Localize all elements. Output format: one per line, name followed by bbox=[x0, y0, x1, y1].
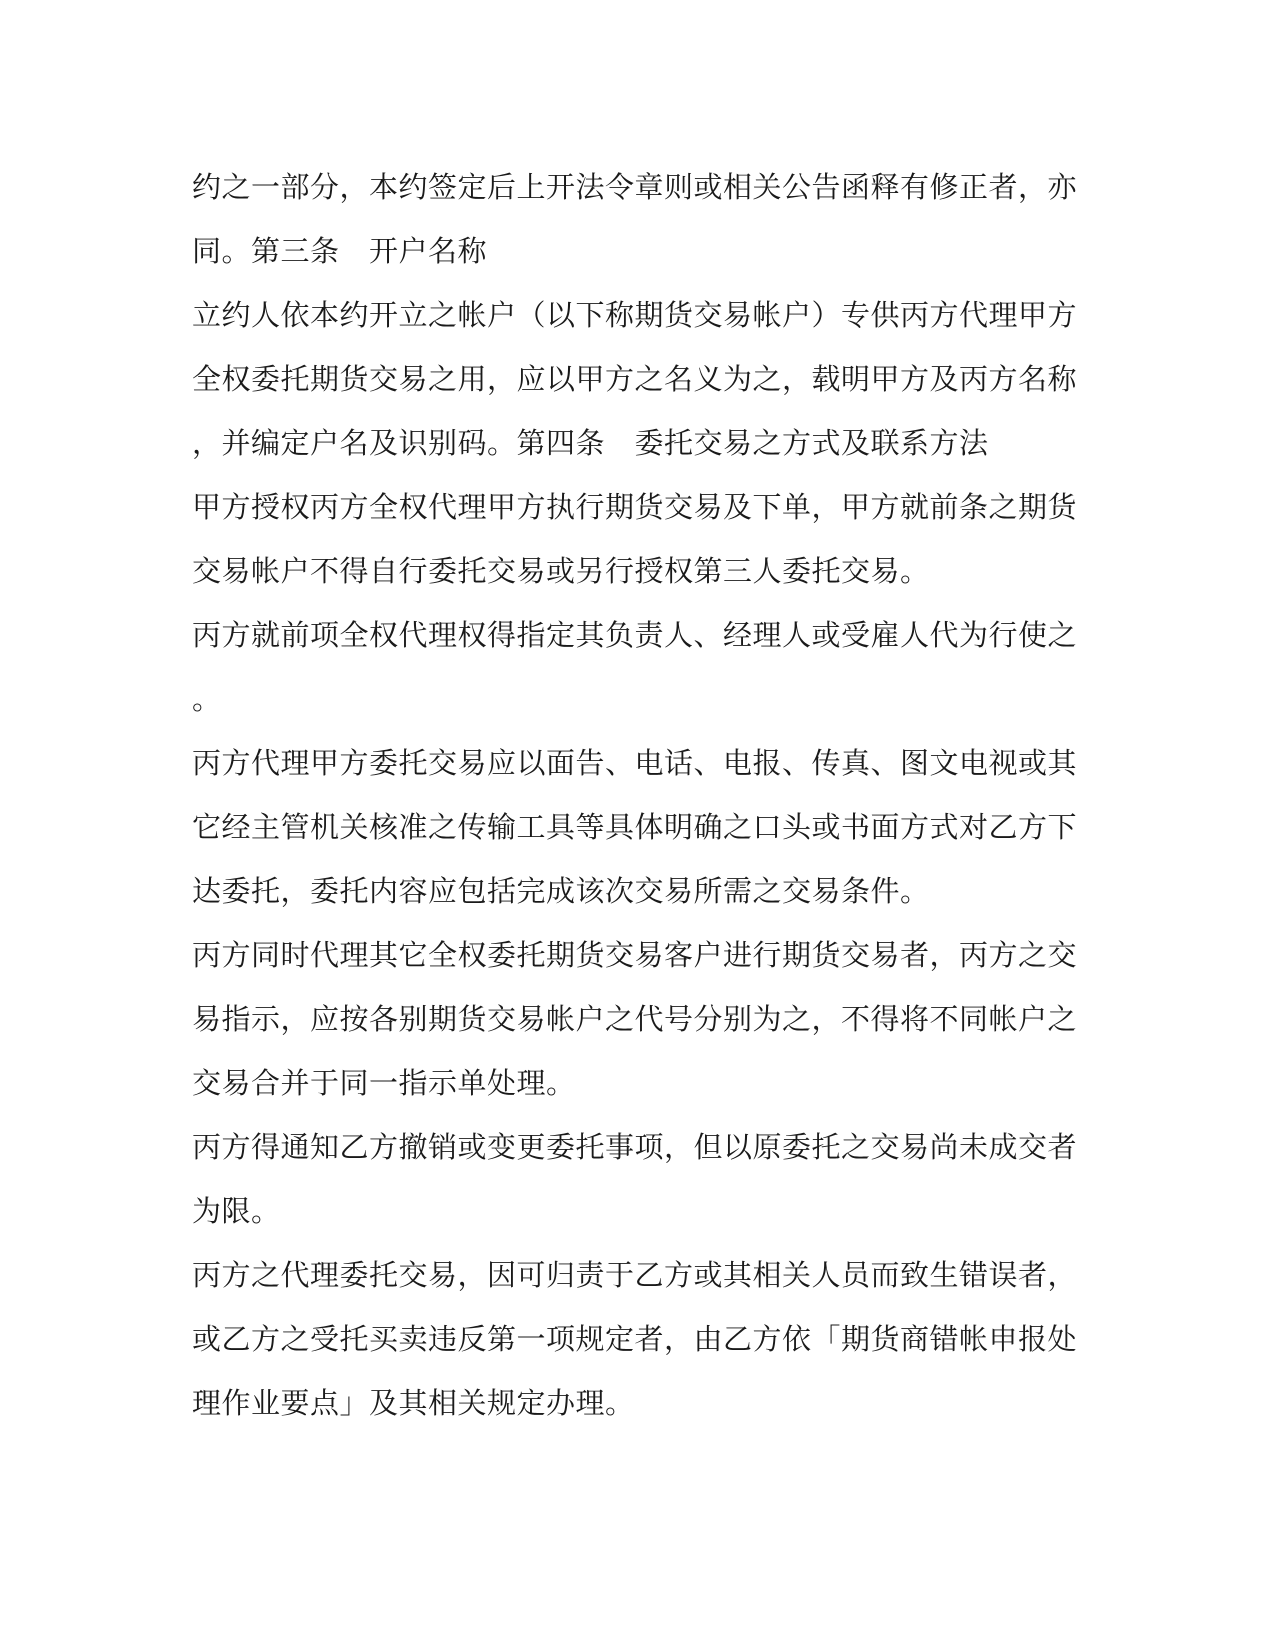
text-line: 立约人依本约开立之帐户（以下称期货交易帐户）专供丙方代理甲方 bbox=[192, 298, 1078, 332]
text-line: 丙方得通知乙方撤销或变更委托事项，但以原委托之交易尚未成交者 bbox=[192, 1130, 1078, 1164]
text-line: ，并编定户名及识别码。第四条 委托交易之方式及联系方法 bbox=[192, 426, 989, 460]
text-line: 达委托，委托内容应包括完成该次交易所需之交易条件。 bbox=[192, 874, 930, 908]
text-line: 或乙方之受托买卖违反第一项规定者，由乙方依「期货商错帐申报处 bbox=[192, 1322, 1078, 1356]
text-line: 丙方代理甲方委托交易应以面告、电话、电报、传真、图文电视或其 bbox=[192, 746, 1078, 780]
text-line: 丙方就前项全权代理权得指定其负责人、经理人或受雇人代为行使之 bbox=[192, 618, 1078, 652]
text-line: 约之一部分，本约签定后上开法令章则或相关公告函释有修正者，亦 bbox=[192, 170, 1078, 204]
text-line: 易指示，应按各别期货交易帐户之代号分别为之，不得将不同帐户之 bbox=[192, 1002, 1078, 1036]
text-line: 全权委托期货交易之用，应以甲方之名义为之，载明甲方及丙方名称 bbox=[192, 362, 1078, 396]
text-line: 交易合并于同一指示单处理。 bbox=[192, 1066, 576, 1100]
text-line: 交易帐户不得自行委托交易或另行授权第三人委托交易。 bbox=[192, 554, 930, 588]
text-line: 同。第三条 开户名称 bbox=[192, 234, 488, 268]
text-line: 丙方同时代理其它全权委托期货交易客户进行期货交易者，丙方之交 bbox=[192, 938, 1078, 972]
text-line: 理作业要点」及其相关规定办理。 bbox=[192, 1386, 635, 1420]
text-line: 甲方授权丙方全权代理甲方执行期货交易及下单，甲方就前条之期货 bbox=[192, 490, 1078, 524]
body-text bbox=[192, 155, 1092, 1435]
text-line: 为限。 bbox=[192, 1194, 281, 1228]
text-line: 它经主管机关核准之传输工具等具体明确之口头或书面方式对乙方下 bbox=[192, 810, 1078, 844]
text-line: 丙方之代理委托交易，因可归责于乙方或其相关人员而致生错误者， bbox=[192, 1258, 1078, 1292]
text-line: 。 bbox=[192, 682, 222, 716]
